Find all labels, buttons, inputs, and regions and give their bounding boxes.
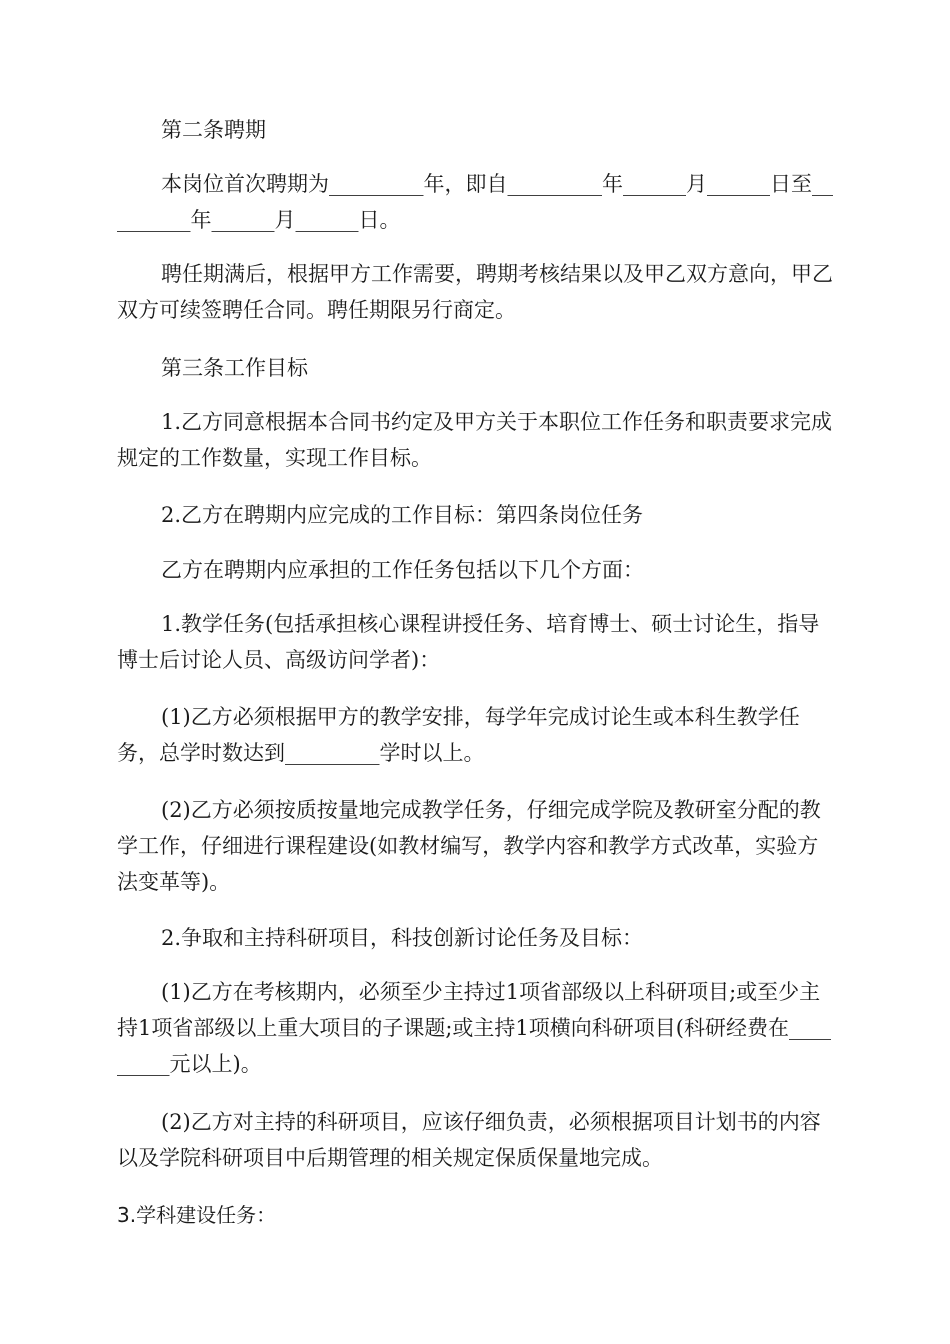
- paragraph-research-responsibility: (2)乙方对主持的科研项目，应该仔细负责，必须根据项目计划书的内容以及学院科研项目中后期管理的相关规定保质保量地完成。: [117, 1110, 821, 1170]
- paragraph-goal-2: 2.乙方在聘期内应完成的工作目标：第四条岗位任务: [161, 503, 644, 527]
- paragraph-renewal: 聘任期满后，根据甲方工作需要，聘期考核结果以及甲乙双方意向，甲乙双方可续签聘任合同。聘任期限另行商定。: [117, 262, 833, 322]
- paragraph-research-projects: (1)乙方在考核期内，必须至少主持过1项省部级以上科研项目;或至少主持1项省部级以上重大项目的子课题;或主持1项横向科研项目(科研经费在_________元以上)。: [117, 980, 831, 1076]
- article-heading-goals: 第三条工作目标: [161, 356, 308, 380]
- section-heading-discipline: 3.学科建设任务：: [117, 1203, 277, 1227]
- paragraph-teaching-task: 1.教学任务(包括承担核心课程讲授任务、培育博士、硕士讨论生，指导博士后讨论人员、高级访问学者)：: [117, 612, 820, 672]
- article-heading-term: 第二条聘期: [161, 118, 266, 142]
- paragraph-task-intro: 乙方在聘期内应承担的工作任务包括以下几个方面：: [161, 558, 644, 582]
- paragraph-teaching-quality: (2)乙方必须按质按量地完成教学任务，仔细完成学院及教研室分配的教学工作，仔细进行课程建设(如教材编写，教学内容和教学方式改革，实验方法变革等)。: [117, 798, 821, 894]
- paragraph-teaching-hours: (1)乙方必须根据甲方的教学安排，每学年完成讨论生或本科生教学任务，总学时数达到_________学时以上。: [117, 705, 800, 765]
- paragraph-research-task: 2.争取和主持科研项目，科技创新讨论任务及目标：: [161, 926, 644, 950]
- paragraph-term-period: 本岗位首次聘期为_________年，即自_________年______月______日至_________年______月______日。: [117, 172, 833, 232]
- paragraph-goal-1: 1.乙方同意根据本合同书约定及甲方关于本职位工作任务和职责要求完成规定的工作数量，实现工作目标。: [117, 410, 833, 470]
